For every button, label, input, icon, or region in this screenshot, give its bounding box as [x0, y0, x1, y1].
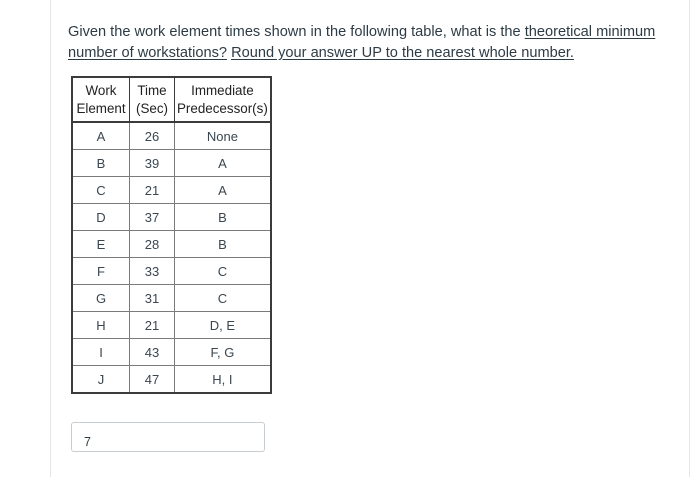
- element-cell: B: [72, 150, 130, 177]
- table-row: [72, 231, 271, 258]
- time-cell: 43: [130, 339, 175, 366]
- predecessor-cell: None: [175, 122, 271, 150]
- predecessor-cell: B: [175, 204, 271, 231]
- predecessor-cell: F, G: [175, 339, 271, 366]
- time-cell: 37: [130, 204, 175, 231]
- header-sec: (Sec): [130, 100, 175, 122]
- predecessor-cell: B: [175, 231, 271, 258]
- answer-value: 7: [84, 435, 91, 449]
- element-cell: J: [72, 366, 130, 394]
- predecessor-cell: C: [175, 285, 271, 312]
- element-cell: E: [72, 231, 130, 258]
- predecessor-cell: C: [175, 258, 271, 285]
- time-cell: 33: [130, 258, 175, 285]
- table-header-row-1: [72, 77, 271, 100]
- time-cell: 21: [130, 312, 175, 339]
- table-row: [72, 285, 271, 312]
- element-cell: A: [72, 122, 130, 150]
- table-row: [72, 204, 271, 231]
- table-row: [72, 177, 271, 204]
- time-cell: 28: [130, 231, 175, 258]
- element-cell: C: [72, 177, 130, 204]
- header-work: Work: [72, 77, 130, 100]
- answer-input[interactable]: [71, 422, 265, 452]
- time-cell: 26: [130, 122, 175, 150]
- table-header-row-2: [72, 100, 271, 122]
- question-underlined-phrase: theoretical minimum number of workstations?: [68, 24, 656, 61]
- table-row: [72, 339, 271, 366]
- element-cell: D: [72, 204, 130, 231]
- header-element: Element: [72, 100, 130, 122]
- table-row: [72, 312, 271, 339]
- table-row: [72, 366, 271, 394]
- header-immediate: Immediate: [175, 77, 271, 100]
- question-prefix: Given the work element times shown in the following table, what is the: [68, 24, 525, 40]
- predecessor-cell: D, E: [175, 312, 271, 339]
- header-time: Time: [130, 77, 175, 100]
- table-row: [72, 122, 271, 150]
- table-row: [72, 258, 271, 285]
- predecessor-cell: A: [175, 177, 271, 204]
- time-cell: 39: [130, 150, 175, 177]
- header-predecessors: Predecessor(s): [175, 100, 271, 122]
- element-cell: G: [72, 285, 130, 312]
- table-row: [72, 150, 271, 177]
- question-text: [68, 22, 658, 64]
- work-element-table: [71, 76, 272, 394]
- predecessor-cell: H, I: [175, 366, 271, 394]
- time-cell: 31: [130, 285, 175, 312]
- time-cell: 47: [130, 366, 175, 394]
- element-cell: F: [72, 258, 130, 285]
- predecessor-cell: A: [175, 150, 271, 177]
- time-cell: 21: [130, 177, 175, 204]
- element-cell: H: [72, 312, 130, 339]
- rounding-instruction: Round your answer UP to the nearest whole number.: [231, 45, 574, 61]
- element-cell: I: [72, 339, 130, 366]
